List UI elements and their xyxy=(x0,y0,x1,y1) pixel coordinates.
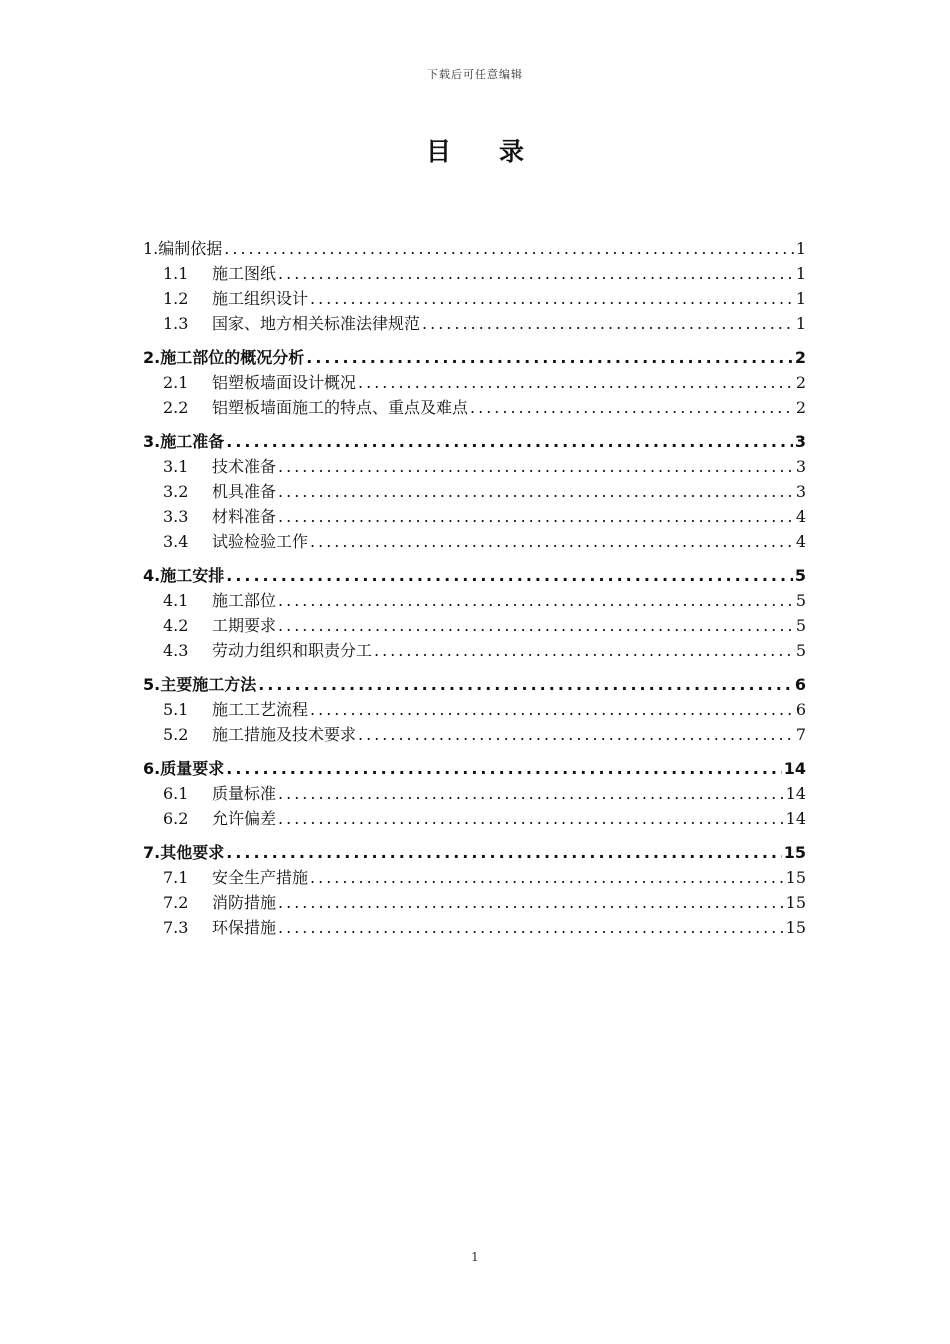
toc-entry-page: 15 xyxy=(785,893,806,912)
toc-dot-leader xyxy=(278,616,794,636)
toc-entry-number: 2.1 xyxy=(163,373,189,392)
toc-entry-number: 1.2 xyxy=(163,289,189,308)
toc-dot-leader xyxy=(226,759,782,779)
toc-section-entry[interactable] xyxy=(143,863,806,888)
toc-section-entry[interactable] xyxy=(143,527,806,552)
toc-section-entry[interactable] xyxy=(143,804,806,829)
toc-section-entry[interactable] xyxy=(143,611,806,636)
toc-dot-leader xyxy=(374,641,794,661)
toc-entry-title: 国家、地方相关标准法律规范 xyxy=(212,314,421,333)
toc-entry-number: 4.2 xyxy=(163,616,189,635)
toc-entry-page: 3 xyxy=(794,432,806,451)
toc-entry-number: 7.3 xyxy=(163,918,189,937)
toc-entry-title: 试验检验工作 xyxy=(212,532,309,551)
toc-entry-number: 5.2 xyxy=(163,725,189,744)
toc-entry-number: 2.2 xyxy=(163,398,189,417)
toc-section-entry[interactable] xyxy=(143,284,806,309)
toc-entry-title: 施工工艺流程 xyxy=(212,700,309,719)
header-note: 下载后可任意编辑 xyxy=(427,68,523,81)
toc-section-entry[interactable] xyxy=(143,477,806,502)
toc-dot-leader xyxy=(310,289,794,309)
toc-section-entry[interactable] xyxy=(143,452,806,477)
toc-section-entry[interactable] xyxy=(143,586,806,611)
toc-dot-leader xyxy=(226,432,793,452)
toc-entry-number: 6.1 xyxy=(163,784,189,803)
toc-entry-page: 1 xyxy=(795,314,806,333)
toc-entry-title: 编制依据 xyxy=(158,239,223,258)
toc-entry-page: 3 xyxy=(795,482,806,501)
toc-section-entry[interactable] xyxy=(143,502,806,527)
toc-entry-number: 3.2 xyxy=(163,482,189,501)
toc-entry-number: 2. xyxy=(143,348,161,367)
toc-entry-title: 工期要求 xyxy=(212,616,277,635)
toc-chapter-entry[interactable] xyxy=(143,754,806,779)
toc-section-entry[interactable] xyxy=(143,779,806,804)
toc-section-entry[interactable] xyxy=(143,720,806,745)
toc-entry-number: 3. xyxy=(143,432,161,451)
toc-entry-title: 质量要求 xyxy=(160,759,225,778)
toc-entry-page: 5 xyxy=(795,641,806,660)
toc-chapter-entry[interactable] xyxy=(143,234,806,259)
toc-dot-leader xyxy=(224,239,794,259)
toc-entry-title: 质量标准 xyxy=(212,784,277,803)
toc-dot-leader xyxy=(310,700,794,720)
toc-entry-number: 7. xyxy=(143,843,161,862)
toc-entry-title: 消防措施 xyxy=(212,893,277,912)
toc-entry-number: 1.3 xyxy=(163,314,189,333)
toc-entry-page: 2 xyxy=(795,373,806,392)
toc-entry-page: 4 xyxy=(795,532,806,551)
toc-entry-number: 7.1 xyxy=(163,868,189,887)
toc-entry-title: 施工图纸 xyxy=(212,264,277,283)
toc-entry-number: 1. xyxy=(143,239,159,258)
toc-section-entry[interactable] xyxy=(143,636,806,661)
toc-entry-number: 3.1 xyxy=(163,457,189,476)
toc-section-entry[interactable] xyxy=(143,888,806,913)
toc-chapter-entry[interactable] xyxy=(143,838,806,863)
toc-entry-title: 铝塑板墙面施工的特点、重点及难点 xyxy=(212,398,469,417)
page-title: 目录 xyxy=(425,137,572,166)
toc-section-entry[interactable] xyxy=(143,259,806,284)
toc-entry-title: 环保措施 xyxy=(212,918,277,937)
toc-section-entry[interactable] xyxy=(143,309,806,334)
toc-entry-page: 6 xyxy=(794,675,806,694)
toc-chapter-entry[interactable] xyxy=(143,343,806,368)
toc-entry-title: 其他要求 xyxy=(160,843,225,862)
toc-section-entry[interactable] xyxy=(143,393,806,418)
toc-entry-number: 4. xyxy=(143,566,161,585)
toc-dot-leader xyxy=(278,784,784,804)
toc-entry-page: 1 xyxy=(795,264,806,283)
toc-chapter-entry[interactable] xyxy=(143,561,806,586)
toc-section-entry[interactable] xyxy=(143,368,806,393)
toc-entry-number: 1.1 xyxy=(163,264,189,283)
toc-entry-page: 7 xyxy=(795,725,806,744)
toc-entry-number: 6.2 xyxy=(163,809,189,828)
toc-entry-page: 2 xyxy=(794,348,806,367)
toc-entry-page: 14 xyxy=(785,784,806,803)
toc-entry-title: 施工部位的概况分析 xyxy=(160,348,305,367)
toc-dot-leader xyxy=(278,264,794,284)
toc-dot-leader xyxy=(278,482,794,502)
toc-entry-page: 15 xyxy=(785,868,806,887)
toc-entry-title: 铝塑板墙面设计概况 xyxy=(212,373,357,392)
toc-entry-title: 施工安排 xyxy=(160,566,225,585)
toc-entry-number: 5.1 xyxy=(163,700,189,719)
toc-dot-leader xyxy=(278,457,794,477)
toc-entry-page: 14 xyxy=(783,759,806,778)
toc-entry-number: 7.2 xyxy=(163,893,189,912)
toc-entry-number: 4.3 xyxy=(163,641,189,660)
toc-entry-page: 1 xyxy=(795,289,806,308)
toc-entry-number: 3.4 xyxy=(163,532,189,551)
toc-dot-leader xyxy=(358,373,794,393)
footer-page-number: 1 xyxy=(471,1250,479,1264)
toc-section-entry[interactable] xyxy=(143,695,806,720)
toc-dot-leader xyxy=(310,532,794,552)
toc-entry-page: 2 xyxy=(795,398,806,417)
toc-entry-title: 施工措施及技术要求 xyxy=(212,725,357,744)
toc-entry-title: 技术准备 xyxy=(212,457,277,476)
toc-entry-title: 施工组织设计 xyxy=(212,289,309,308)
table-of-contents xyxy=(143,234,806,938)
toc-entry-page: 14 xyxy=(785,809,806,828)
toc-entry-page: 5 xyxy=(794,566,806,585)
toc-entry-page: 15 xyxy=(783,843,806,862)
toc-dot-leader xyxy=(258,675,793,695)
toc-dot-leader xyxy=(422,314,794,334)
toc-entry-page: 4 xyxy=(795,507,806,526)
toc-dot-leader xyxy=(226,566,793,586)
toc-entry-title: 施工准备 xyxy=(160,432,225,451)
toc-entry-page: 5 xyxy=(795,616,806,635)
toc-entry-title: 劳动力组织和职责分工 xyxy=(212,641,373,660)
toc-entry-title: 安全生产措施 xyxy=(212,868,309,887)
toc-dot-leader xyxy=(470,398,794,418)
toc-entry-page: 6 xyxy=(795,700,806,719)
toc-entry-number: 6. xyxy=(143,759,161,778)
toc-entry-title: 主要施工方法 xyxy=(160,675,257,694)
toc-entry-title: 允许偏差 xyxy=(212,809,277,828)
toc-entry-title: 材料准备 xyxy=(212,507,277,526)
toc-entry-number: 3.3 xyxy=(163,507,189,526)
toc-chapter-entry[interactable] xyxy=(143,670,806,695)
toc-entry-page: 3 xyxy=(795,457,806,476)
toc-dot-leader xyxy=(278,809,784,829)
toc-dot-leader xyxy=(278,893,784,913)
toc-dot-leader xyxy=(306,348,793,368)
toc-entry-page: 1 xyxy=(795,239,806,258)
toc-entry-page: 15 xyxy=(785,918,806,937)
toc-entry-number: 4.1 xyxy=(163,591,189,610)
toc-entry-title: 机具准备 xyxy=(212,482,277,501)
toc-dot-leader xyxy=(310,868,784,888)
toc-dot-leader xyxy=(358,725,794,745)
toc-dot-leader xyxy=(278,507,794,527)
toc-entry-number: 5. xyxy=(143,675,161,694)
toc-dot-leader xyxy=(278,591,794,611)
toc-entry-title: 施工部位 xyxy=(212,591,277,610)
toc-entry-page: 5 xyxy=(795,591,806,610)
toc-dot-leader xyxy=(278,918,784,938)
toc-section-entry[interactable] xyxy=(143,913,806,938)
toc-chapter-entry[interactable] xyxy=(143,427,806,452)
toc-dot-leader xyxy=(226,843,782,863)
